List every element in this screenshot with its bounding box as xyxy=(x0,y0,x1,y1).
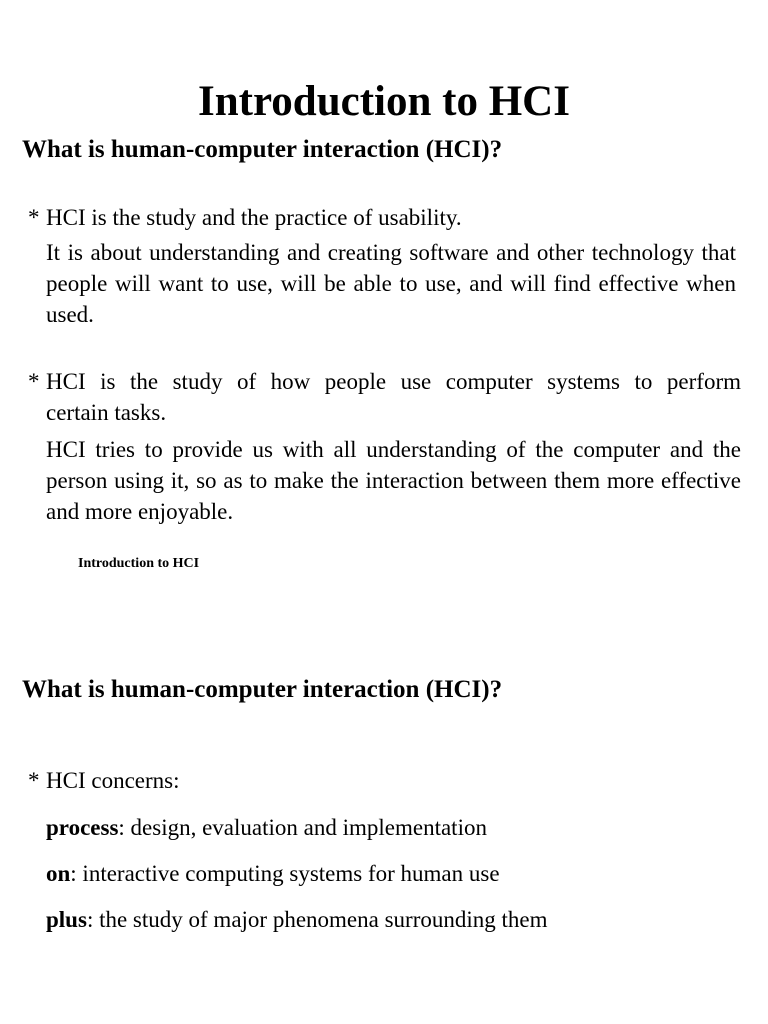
concern-item xyxy=(46,812,487,843)
page-title: Introduction to HCI xyxy=(198,78,570,125)
bullet-lead-text: HCI is the study and the practice of usability. xyxy=(46,205,462,230)
section-heading: What is human-computer interaction (HCI)? xyxy=(22,136,503,163)
bullet-marker: * xyxy=(28,205,40,230)
bullet-lead-text: HCI is the study of how people use computer systems to perform xyxy=(46,369,741,394)
slide-label: Introduction to HCI xyxy=(78,556,200,571)
concern-item xyxy=(46,904,548,935)
concern-description: : interactive computing systems for human use xyxy=(70,861,500,886)
bullet-body-paragraph: HCI tries to provide us with all understanding of the computer and the person using it, so as to make the interaction between them more effective and more enjoyable. xyxy=(46,437,741,524)
bullet-lead-continuation: certain tasks. xyxy=(46,400,167,425)
concern-description: : design, evaluation and implementation xyxy=(118,815,487,840)
concern-description: : the study of major phenomena surrounding them xyxy=(86,907,548,932)
bullet-body-paragraph: It is about understanding and creating software and other technology that people will want to use, will be able to use, and will find effective when used. xyxy=(46,240,736,327)
concern-item xyxy=(46,858,500,889)
section-heading: What is human-computer interaction (HCI)? xyxy=(22,676,503,703)
concern-term: on xyxy=(46,861,71,886)
concern-term: plus xyxy=(46,907,87,932)
bullet-text: HCI concerns: xyxy=(46,768,180,793)
concern-term: process xyxy=(46,815,119,840)
bullet-marker: * xyxy=(28,369,40,394)
bullet-marker: * xyxy=(28,768,40,793)
